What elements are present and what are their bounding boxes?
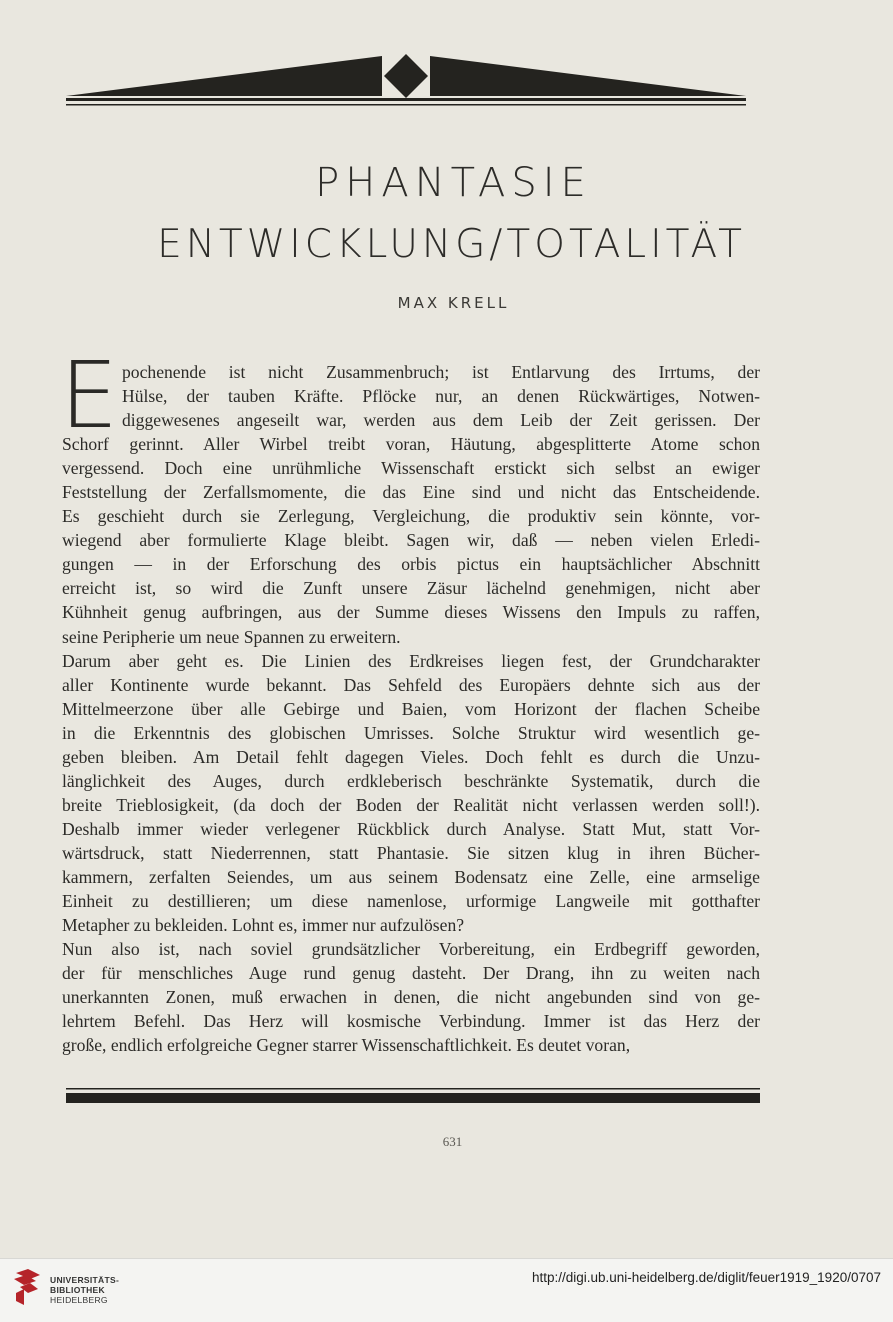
library-name-line-1: UNIVERSITÄTS- bbox=[50, 1275, 120, 1285]
article-body bbox=[60, 342, 760, 1057]
body-line: Metapher zu bekleiden. Lohnt es, immer nur aufzulösen? bbox=[62, 915, 465, 936]
body-line: wärtsdruck, statt Niederrennen, statt Phantasie. Sie sitzen klug in ihren Bücher- bbox=[62, 842, 760, 863]
body-line: Nun also ist, nach soviel grundsätzlicher Vorbereitung, ein Erdbegriff geworden, bbox=[62, 939, 760, 960]
body-line: Darum aber geht es. Die Linien des Erdkreises liegen fest, der Grundcharakter bbox=[62, 650, 760, 671]
article-title-line-1: PHANTASIE bbox=[315, 160, 592, 206]
page-number: 631 bbox=[442, 1134, 463, 1149]
library-name[interactable] bbox=[50, 1275, 119, 1305]
permalink-url[interactable]: http://digi.ub.uni-heidelberg.de/diglit/feuer1919_1920/0707 bbox=[531, 1270, 881, 1285]
body-line: Mittelmeerzone über alle Gebirge und Baien, vom Horizont der flachen Scheibe bbox=[62, 698, 760, 719]
body-line: lehrtem Befehl. Das Herz will kosmische Verbindung. Immer ist das Herz der bbox=[62, 1011, 760, 1032]
body-line: geben bleiben. Am Detail fehlt dagegen Vieles. Doch fehlt es durch die Unzu- bbox=[62, 746, 760, 767]
body-line: erreicht ist, so wird die Zunft unsere Zäsur lächelnd genehmigen, nicht aber bbox=[62, 578, 760, 599]
body-line: unerkannten Zonen, muß erwachen in denen, die nicht angebunden sind von ge- bbox=[62, 987, 760, 1008]
digital-library-footer bbox=[0, 1258, 893, 1322]
body-line: der für menschliches Auge rund genug dasteht. Der Drang, ihn zu weiten nach bbox=[62, 963, 760, 984]
body-line: seine Peripherie um neue Spannen zu erweitern. bbox=[62, 626, 401, 647]
header-ornament bbox=[64, 52, 748, 110]
ornament-right-wedge bbox=[430, 56, 746, 96]
body-line: aller Kontinente wurde bekannt. Das Sehfeld des Europäers dehnte sich aus der bbox=[62, 674, 760, 695]
body-line: länglichkeit des Auges, durch erdkleberisch beschränkte Systematik, durch die bbox=[62, 770, 760, 791]
body-line: Kühnheit genug aufbringen, aus der Summe dieses Wissens den Impuls zu raffen, bbox=[62, 602, 760, 623]
body-line: Feststellung der Zerfallsmomente, die das Eine sind und nicht das Entscheidende. bbox=[62, 482, 760, 503]
article-author: MAX KRELL bbox=[397, 294, 510, 312]
drop-cap: E bbox=[60, 342, 119, 449]
ornament-rule-top bbox=[66, 98, 746, 101]
body-line: Deshalb immer wieder verlegener Rückblick durch Analyse. Statt Mut, statt Vor- bbox=[62, 818, 760, 839]
body-line: wiegend aber formulierte Klage bleibt. Sagen wir, daß — neben vielen Erledi- bbox=[62, 530, 760, 551]
article-title-line-2: ENTWICKLUNG/TOTALITÄT bbox=[157, 222, 746, 267]
footer-rule-thin bbox=[66, 1088, 760, 1090]
footer-rule-thick bbox=[66, 1093, 760, 1103]
body-line: vergessend. Doch eine unrühmliche Wissenschaft erstickt sich selbst an ewiger bbox=[62, 458, 760, 479]
body-line: Es geschieht durch sie Zerlegung, Vergleichung, die produktiv sein könnte, vor- bbox=[62, 506, 760, 527]
body-line: gungen — in der Erforschung des orbis pictus ein hauptsächlicher Abschnitt bbox=[62, 554, 760, 575]
ornament-left-wedge bbox=[66, 56, 382, 96]
body-line: in die Erkenntnis des globischen Umrisses. Solche Struktur wird wesentlich ge- bbox=[62, 722, 760, 743]
university-library-logo-icon[interactable] bbox=[10, 1267, 44, 1307]
ornament-diamond bbox=[384, 54, 428, 98]
body-line: Schorf gerinnt. Aller Wirbel treibt voran, Häutung, abgesplitterte Atome schon bbox=[62, 434, 760, 455]
body-line: Hülse, der tauben Kräfte. Pflöcke nur, an denen Rückwärtiges, Notwen- bbox=[122, 386, 760, 407]
body-line: kammern, zerfalten Seiendes, um aus seinem Bodensatz eine Zelle, eine armselige bbox=[62, 866, 760, 887]
body-line: pochenende ist nicht Zusammenbruch; ist Entlarvung des Irrtums, der bbox=[122, 362, 760, 382]
library-name-line-2: BIBLIOTHEK bbox=[50, 1285, 105, 1295]
body-line: diggewesenes angeseilt war, werden aus dem Leib der Zeit gerissen. Der bbox=[122, 410, 760, 431]
library-name-line-3: HEIDELBERG bbox=[50, 1295, 108, 1305]
footer-ornament-rule bbox=[66, 1088, 760, 1106]
body-line: breite Trieblosigkeit, (da doch der Boden der Realität nicht verlassen werden soll!). bbox=[62, 794, 760, 815]
ornament-rule-bottom bbox=[66, 104, 746, 106]
body-line: Einheit zu destillieren; um diese namenlose, urformige Langweile mit gotthafter bbox=[62, 891, 760, 912]
body-line: große, endlich erfolgreiche Gegner starrer Wissenschaftlichkeit. Es deutet voran, bbox=[62, 1035, 631, 1056]
